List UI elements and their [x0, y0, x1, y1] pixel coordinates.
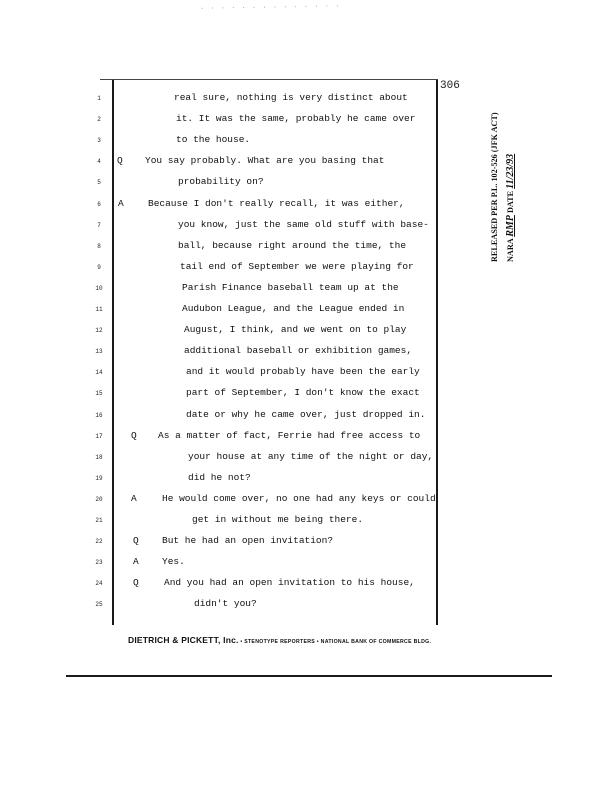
line-number: 14 — [95, 369, 103, 377]
reporter-footer — [128, 630, 431, 648]
transcript-line: date or why he came over, just dropped in. — [186, 408, 426, 420]
release-stamp-initials: RMP — [505, 215, 516, 237]
line-number: 12 — [95, 327, 103, 335]
transcript-line: you know, just the same old stuff with base- — [178, 218, 429, 230]
line-number: 7 — [97, 221, 101, 229]
speaker-label: Q — [133, 577, 139, 589]
transcript-line: to the house. — [176, 134, 251, 146]
line-number: 23 — [95, 559, 103, 567]
line-number: 21 — [95, 517, 103, 524]
transcript-line: your house at any time of the night or day, — [188, 450, 434, 462]
release-stamp-line1: RELEASED PER P.L. 102-526 (JFK ACT) — [490, 112, 499, 262]
transcript-line: real sure, nothing is very distinct about — [174, 92, 408, 103]
line-number: 3 — [97, 137, 101, 145]
transcript-line: August, I think, and we went on to play — [184, 324, 407, 336]
speaker-label: A — [133, 556, 139, 568]
footer-sep1: • — [238, 639, 245, 645]
line-number: 20 — [95, 495, 103, 503]
transcript-line: Because I don't really recall, it was either, — [148, 197, 405, 209]
transcript-line: part of September, I don't know the exact — [186, 387, 420, 399]
line-number: 10 — [95, 284, 103, 292]
speaker-label: A — [118, 197, 124, 209]
bottom-rule — [66, 675, 552, 677]
speaker-label: Q — [131, 429, 137, 441]
line-number: 19 — [95, 474, 103, 482]
line-number: 17 — [95, 432, 103, 440]
line-number: 16 — [95, 411, 103, 419]
line-number: 22 — [95, 538, 103, 546]
line-number: 6 — [97, 200, 101, 208]
release-stamp-nara: NARA — [506, 238, 515, 262]
transcript-line: And you had an open invitation to his house, — [164, 577, 415, 589]
speaker-label: Q — [117, 155, 123, 167]
transcript-line: it. It was the same, probably he came over — [176, 113, 416, 125]
transcript-line: did he not? — [188, 471, 251, 483]
transcript-line: additional baseball or exhibition games, — [184, 345, 413, 357]
speaker-label: A — [131, 492, 137, 504]
transcript-line: But he had an open invitation? — [162, 535, 334, 547]
transcript-line: ball, because right around the time, the — [178, 239, 407, 251]
line-number: 9 — [97, 263, 101, 271]
transcript-line: Parish Finance baseball team up at the — [182, 281, 399, 293]
transcript-line: Audubon League, and the League ended in — [182, 303, 405, 314]
release-stamp-date-label: DATE — [506, 190, 515, 214]
footer-services: STENOTYPE REPORTERS — [244, 639, 316, 645]
line-number: 13 — [95, 348, 103, 356]
line-number: 8 — [97, 242, 101, 250]
line-number: 15 — [95, 390, 103, 398]
transcript-line: tail end of September we were playing for — [180, 260, 414, 272]
release-stamp — [455, 180, 545, 280]
transcript-line: You say probably. What are you basing that — [145, 155, 385, 167]
footer-bank: NATIONAL BANK OF COMMERCE BLDG. — [320, 639, 432, 645]
left-margin-rule — [112, 80, 114, 625]
transcript-line: He would come over, no one had any keys or could — [162, 492, 436, 504]
transcript-line: didn't you? — [194, 598, 257, 610]
line-number: 11 — [95, 306, 103, 313]
footer-firm: DIETRICH & PICKETT, Inc. — [128, 635, 239, 645]
line-number: 18 — [95, 453, 103, 461]
page-number: 306 — [440, 80, 460, 92]
transcript-line: Yes. — [162, 556, 185, 568]
release-stamp-line2 — [505, 154, 516, 262]
speaker-label: Q — [133, 535, 139, 547]
transcript-line: get in without me being there. — [192, 514, 364, 525]
line-number: 5 — [97, 179, 101, 187]
line-number: 1 — [97, 95, 101, 102]
line-number: 4 — [97, 158, 101, 166]
transcript-line: and it would probably have been the early — [186, 366, 420, 378]
transcript-line: As a matter of fact, Ferrie had free access to — [158, 429, 421, 441]
line-number: 2 — [97, 116, 101, 124]
footer-sep2: • — [315, 639, 321, 645]
line-number: 24 — [95, 580, 103, 588]
right-margin-rule — [436, 80, 438, 625]
header-smudge: · · · · · · · · · · · · · · — [199, 2, 341, 14]
release-stamp-date: 11/23/93 — [505, 153, 516, 189]
top-border — [100, 79, 438, 80]
transcript-line: probability on? — [178, 176, 264, 188]
line-number: 25 — [95, 601, 103, 609]
